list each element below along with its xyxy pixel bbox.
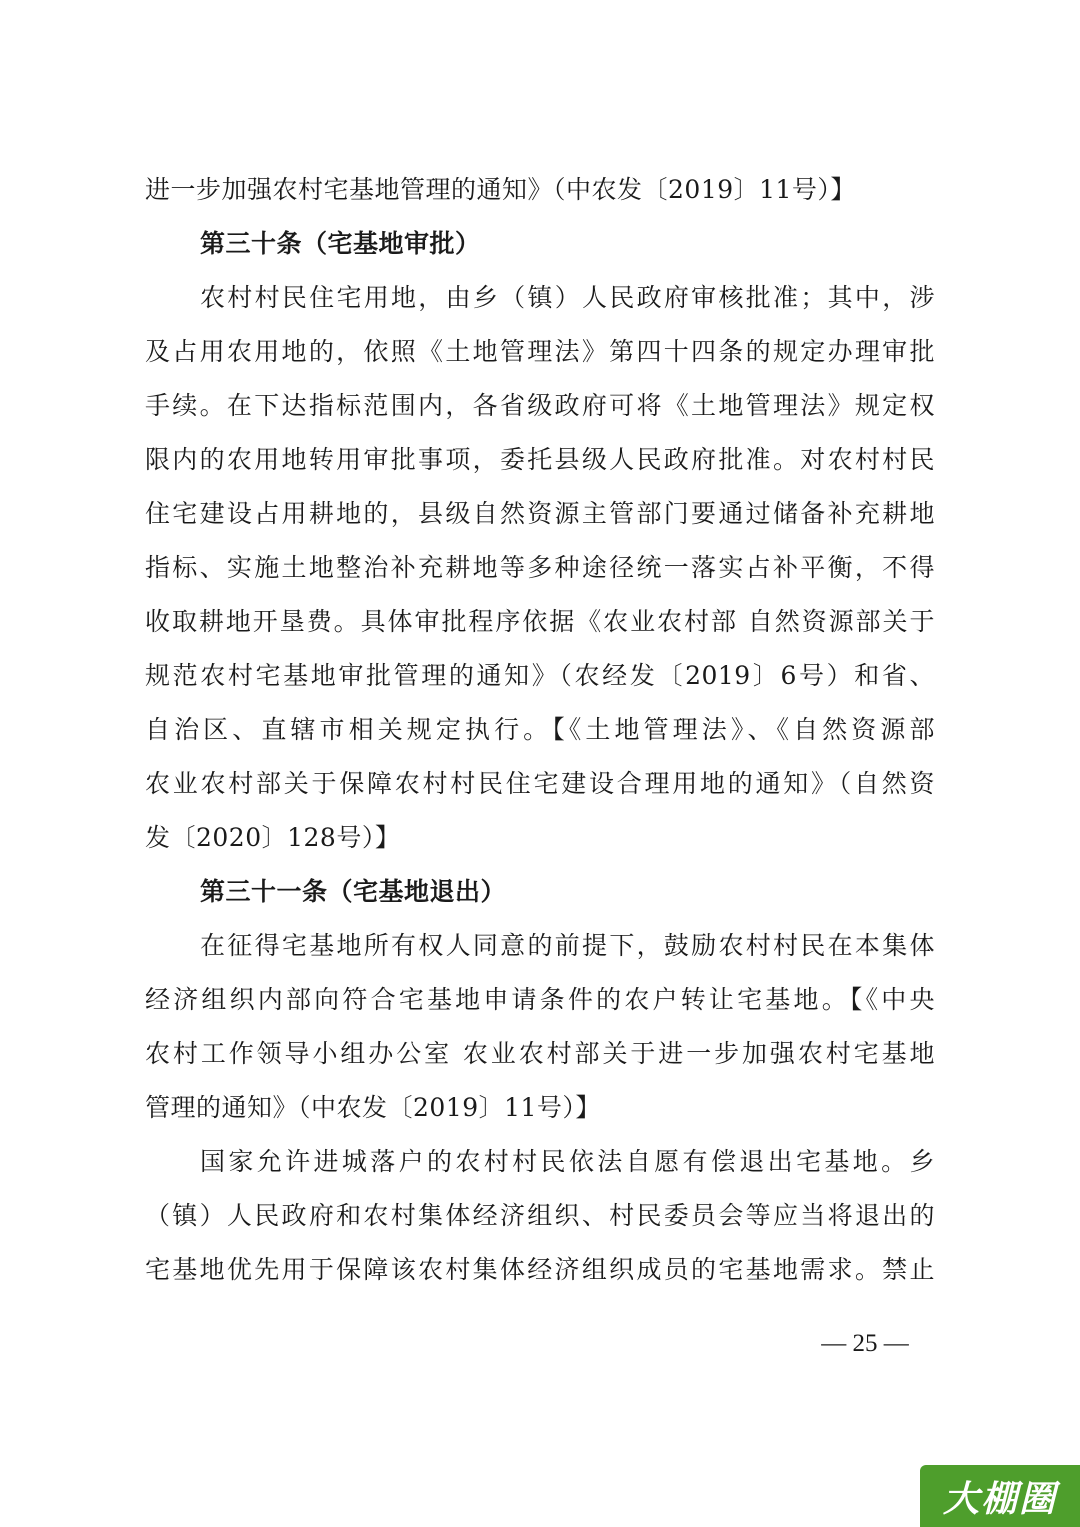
page-number: — 25 —: [821, 1330, 909, 1357]
paragraph-line: 及占用农用地的，依照《土地管理法》第四十四条的规定办理审批: [145, 337, 935, 366]
paragraph-line: 收取耕地开垦费。具体审批程序依据《农业农村部 自然资源部关于: [145, 607, 935, 636]
paragraph-line: 进一步加强农村宅基地管理的通知》（中农发〔2019〕11号）】: [145, 175, 856, 204]
document-body: [145, 163, 935, 1297]
logo-text: 大棚圈: [942, 1478, 1057, 1520]
paragraph-line: 自治区、直辖市相关规定执行。【《土地管理法》、《自然资源部: [145, 715, 935, 744]
paragraph-line: 住宅建设占用耕地的，县级自然资源主管部门要通过储备补充耕地: [145, 499, 935, 528]
paragraph-line: （镇）人民政府和农村集体经济组织、村民委员会等应当将退出的: [145, 1201, 935, 1230]
paragraph-line: 经济组织内部向符合宅基地申请条件的农户转让宅基地。【《中央: [145, 985, 935, 1014]
paragraph-line: 指标、实施土地整治补充耕地等多种途径统一落实占补平衡，不得: [145, 553, 935, 582]
paragraph-line: 农村工作领导小组办公室 农业农村部关于进一步加强农村宅基地: [145, 1039, 935, 1068]
paragraph-line: 农村村民住宅用地，由乡（镇）人民政府审核批准；其中，涉: [200, 283, 935, 312]
watermark-logo: [920, 1465, 1080, 1527]
paragraph-line: 手续。在下达指标范围内，各省级政府可将《土地管理法》规定权: [145, 391, 935, 420]
paragraph-line: 发〔2020〕128号）】: [145, 823, 401, 852]
article-heading: 第三十一条（宅基地退出）: [200, 877, 507, 906]
paragraph-line: 在征得宅基地所有权人同意的前提下，鼓励农村村民在本集体: [200, 931, 935, 960]
article-heading: 第三十条（宅基地审批）: [200, 229, 481, 258]
paragraph-line: 限内的农用地转用审批事项，委托县级人民政府批准。对农村村民: [145, 445, 935, 474]
paragraph-line: 管理的通知》（中农发〔2019〕11号）】: [145, 1093, 601, 1122]
paragraph-line: 宅基地优先用于保障该农村集体经济组织成员的宅基地需求。禁止: [145, 1255, 935, 1284]
paragraph-line: 规范农村宅基地审批管理的通知》（农经发〔2019〕6号）和省、: [145, 661, 935, 690]
paragraph-line: 国家允许进城落户的农村村民依法自愿有偿退出宅基地。乡: [200, 1147, 935, 1176]
paragraph-line: 农业农村部关于保障农村村民住宅建设合理用地的通知》（自然资: [145, 769, 935, 798]
